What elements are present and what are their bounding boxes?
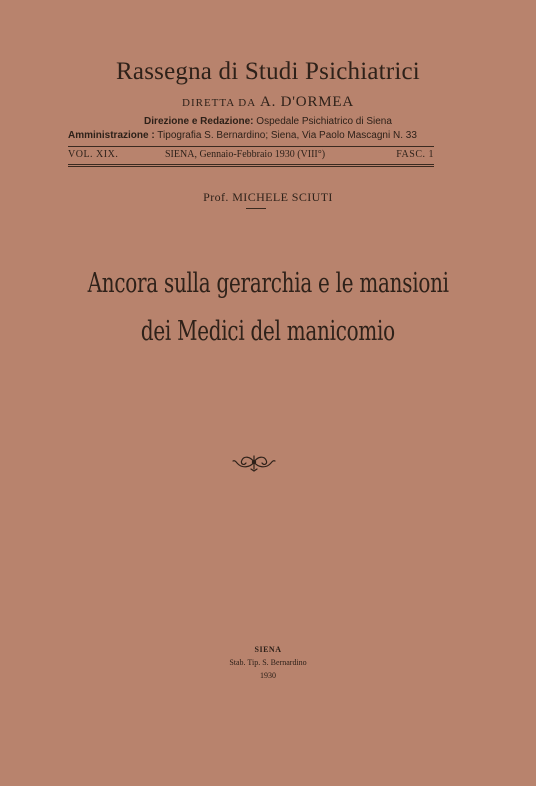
floral-ornament-icon: [232, 452, 276, 472]
direzione-line: [0, 116, 536, 127]
direzione-label: Direzione e Redazione:: [144, 116, 254, 127]
volume-label: VOL. XIX.: [68, 149, 119, 160]
fascicolo-label: FASC. 1: [396, 149, 434, 160]
paper-title-line-1: [0, 268, 536, 299]
amministrazione-line: [68, 130, 417, 141]
director-prefix: DIRETTA DA: [182, 97, 257, 109]
imprint-year: 1930: [260, 671, 276, 680]
header-divider-bottom-double: [68, 166, 434, 167]
paper-title-line-2-text: dei Medici del manicomio: [140, 316, 396, 347]
director-name: A. D'ORMEA: [259, 94, 354, 110]
issue-row: [68, 149, 434, 163]
journal-title: Rassegna di Studi Psichiatrici: [116, 58, 420, 85]
header-divider-bottom: [68, 164, 434, 165]
imprint-city: SIENA: [254, 645, 282, 654]
director-line: [0, 94, 536, 111]
paper-title-line-2: [0, 316, 536, 347]
paper-title-line-1-text: Ancora sulla gerarchia e le mansioni: [87, 268, 449, 299]
amministrazione-value: Tipografia S. Bernardino; Siena, Via Paolo Mascagni N. 33: [157, 130, 417, 141]
author-divider: [246, 208, 266, 209]
amministrazione-label: Amministrazione :: [68, 130, 155, 141]
header-divider-top: [68, 146, 434, 147]
author-name: Prof. MICHELE SCIUTI: [203, 190, 333, 204]
direzione-value: Ospedale Psichiatrico di Siena: [256, 116, 392, 127]
imprint-press: Stab. Tip. S. Bernardino: [229, 658, 307, 667]
issue-date: SIENA, Gennaio-Febbraio 1930 (VIII°): [165, 149, 326, 160]
